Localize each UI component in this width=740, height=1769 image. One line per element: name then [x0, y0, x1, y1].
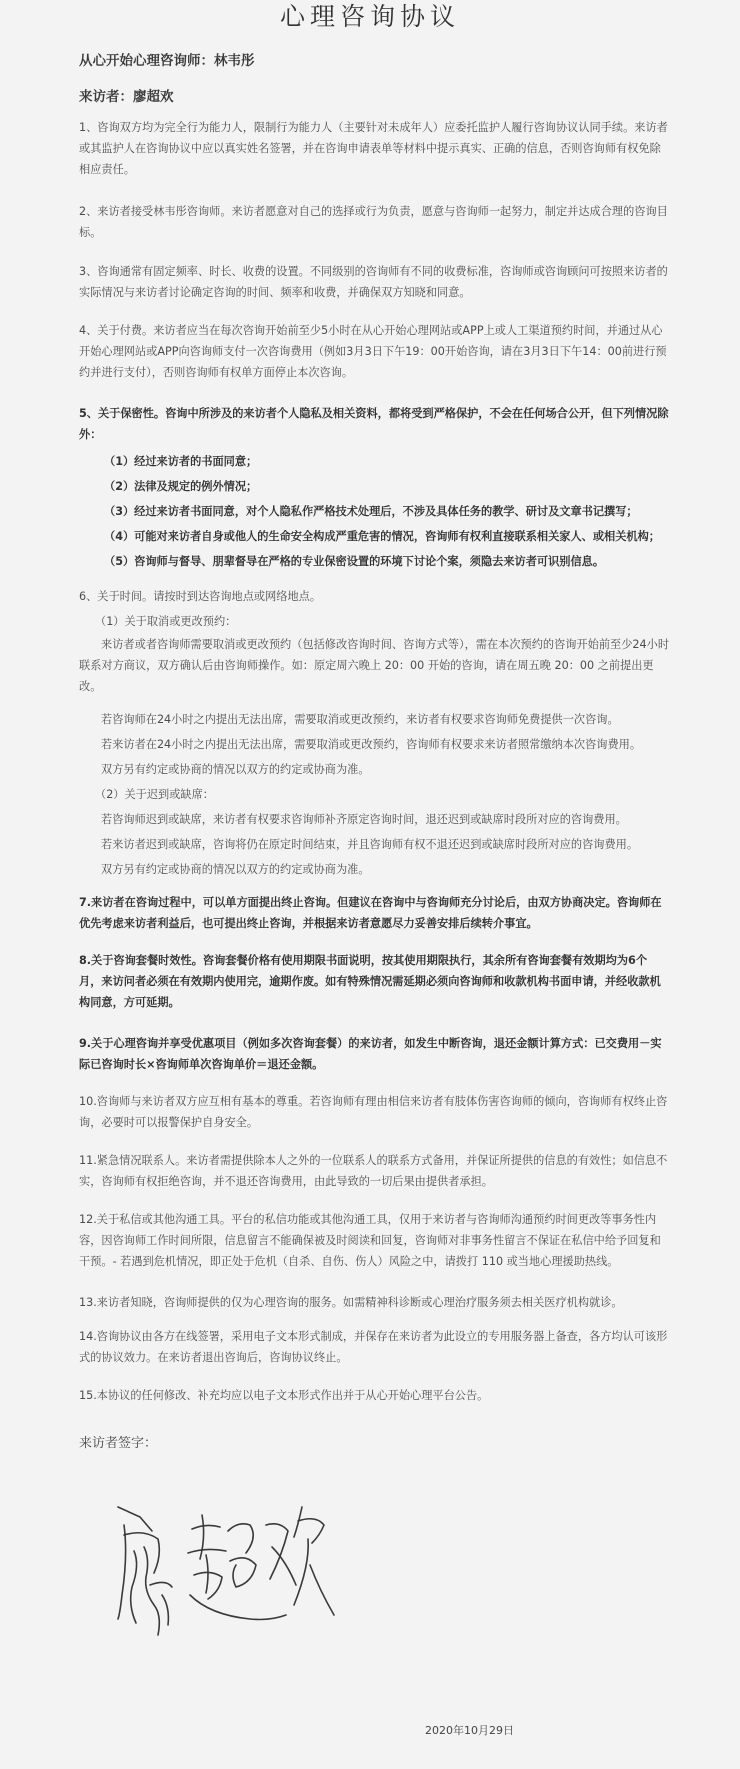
- clause-11: 11.紧急情况联系人。来访者需提供除本人之外的一位联系人的联系方式备用，并保证所提供的信息的有效性；如信息不实，咨询师有权拒绝咨询，并不退还咨询费用，由此导致的一切后果由提供者承担。: [79, 1154, 668, 1188]
- clause-5-item: （4）可能对来访者自身或他人的生命安全构成严重危害的情况，咨询师有权利直接联系相关家人、或相关机构；: [104, 530, 660, 543]
- clause-5-item: （1）经过来访者的书面同意；: [104, 455, 258, 468]
- clause-13: 13.来访者知晓，咨询师提供的仅为心理咨询的服务。如需精神科诊断或心理治疗服务须去相关医疗机构就诊。: [79, 1296, 623, 1309]
- clause-6-line: 若来访者在24小时之内提出无法出席，需要取消或更改预约，咨询师有权要求来访者照常缴纳本次咨询费用。: [101, 738, 642, 751]
- clause-1: 1、咨询双方均为完全行为能力人，限制行为能力人（主要针对未成年人）应委托监护人履行咨询协议认同手续。来访者或其监护人在咨询协议中应以真实姓名签署，并在咨询申请表单等材料中提示真实、正确的信息，否则咨询师有权免除相应责任。: [79, 121, 668, 176]
- clause-15: 15.本协议的任何修改、补充均应以电子文本形式作出并于从心开始心理平台公告。: [79, 1389, 489, 1402]
- clause-5-item: （5）咨询师与督导、朋辈督导在严格的专业保密设置的环境下讨论个案，须隐去来访者可识别信息。: [104, 555, 605, 568]
- clause-2: 2、来访者接受林韦彤咨询师。来访者愿意对自己的选择或行为负责，愿意与咨询师一起努力，制定并达成合理的咨询目标。: [79, 205, 668, 239]
- clause-6-line: 若来访者迟到或缺席，咨询将仍在原定时间结束，并且咨询师有权不退还迟到或缺席时段所对应的咨询费用。: [101, 838, 639, 851]
- clause-6-line: 双方另有约定或协商的情况以双方的约定或协商为准。: [101, 863, 370, 876]
- clause-8: 8.关于咨询套餐时效性。咨询套餐价格有使用期限书面说明，按其使用期限执行，其余所有咨询套餐有效期均为6个月，来访问者必须在有效期内使用完，逾期作废。如有特殊情况需延期必须向咨询师和收款机构书面申请，并经收款机构同意，方可延期。: [79, 954, 661, 1009]
- clause-6-line: 双方另有约定或协商的情况以双方的约定或协商为准。: [101, 763, 370, 776]
- clause-6-cancel-body: 来访者或者咨询师需要取消或更改预约（包括修改咨询时间、咨询方式等），需在本次预约的咨询开始前至少24小时联系对方商议，双方确认后由咨询师操作。如：原定周六晚上 20：00 开始的咨询，请在周五晚 20：00 之前提出更改。: [79, 638, 670, 693]
- clause-5-item: （2）法律及规定的例外情况；: [104, 480, 258, 493]
- clause-9: 9.关于心理咨询并享受优惠项目（例如多次咨询套餐）的来访者，如发生中断咨询，退还金额计算方式：已交费用－实际已咨询时长×咨询师单次咨询单价＝退还金额。: [79, 1037, 662, 1071]
- clause-6-subhead: （2）关于迟到或缺席：: [95, 788, 214, 801]
- clause-4: 4、关于付费。来访者应当在每次咨询开始前至少5小时在从心开始心理网站或APP上或人工渠道预约时间，并通过从心开始心理网站或APP向咨询师支付一次咨询费用（例如3月3日下午19：00开始咨询，请在3月3日下午14：00前进行预约并进行支付），否则咨询师有权单方面停止本次咨询。: [79, 324, 667, 379]
- clause-5-item: （3）经过来访者书面同意，对个人隐私作严格技术处理后，不涉及具体任务的教学、研讨及文章书记撰写；: [104, 505, 638, 518]
- clause-12: 12.关于私信或其他沟通工具。平台的私信功能或其他沟通工具，仅用于来访者与咨询师沟通预约时间更改等事务性内容，因咨询师工作时间所限，信息留言不能确保被及时阅读和回复，咨询师对非事务性留言不保证在私信中给予回复和干预。- 若遇到危机情况，即正处于危机（自杀、自伤、伤人）风险之中，请拨打 110 或当地心理援助热线。: [79, 1213, 661, 1268]
- signing-date: 2020年10月29日: [425, 1724, 514, 1737]
- clause-10: 10.咨询师与来访者双方应互相有基本的尊重。若咨询师有理由相信来访者有肢体伤害咨询师的倾向，咨询师有权终止咨询，必要时可以报警保护自身安全。: [79, 1095, 668, 1129]
- clause-6-line: 若咨询师迟到或缺席，来访者有权要求咨询师补齐原定咨询时间，退还迟到或缺席时段所对应的咨询费用。: [101, 813, 627, 826]
- clause-6-line: 若咨询师在24小时之内提出无法出席，需要取消或更改预约，来访者有权要求咨询师免费提供一次咨询。: [101, 713, 619, 726]
- clause-5: 5、关于保密性。咨询中所涉及的来访者个人隐私及相关资料，都将受到严格保护，不会在任何场合公开，但下列情况除外：: [79, 407, 669, 441]
- visitor-line: 来访者：廖超欢: [79, 89, 174, 105]
- clause-6-subhead: （1）关于取消或更改预约：: [95, 615, 237, 628]
- clause-3: 3、咨询通常有固定频率、时长、收费的设置。不同级别的咨询师有不同的收费标准，咨询师或咨询顾问可按照来访者的实际情况与来访者讨论确定咨询的时间、频率和收费，并确保双方知晓和同意。: [79, 265, 668, 299]
- counselor-line: 从心开始心理咨询师：林韦彤: [79, 53, 255, 69]
- document-title: 心理咨询协议: [279, 2, 460, 31]
- clause-6: 6、关于时间。请按时到达咨询地点或网络地点。: [79, 590, 322, 603]
- clause-14: 14.咨询协议由各方在线签署，采用电子文本形式制成，并保存在来访者为此设立的专用服务器上备查，各方均认可该形式的协议效力。在来访者退出咨询后，咨询协议终止。: [79, 1330, 668, 1364]
- signature-label: 来访者签字：: [79, 1436, 158, 1451]
- clause-7: 7.来访者在咨询过程中，可以单方面提出终止咨询。但建议在咨询中与咨询师充分讨论后，由双方协商决定。咨询师在优先考虑来访者利益后，也可提出终止咨询，并根据来访者意愿尽力妥善安排后续转介事宜。: [79, 896, 662, 930]
- handwritten-signature: [110, 1495, 340, 1665]
